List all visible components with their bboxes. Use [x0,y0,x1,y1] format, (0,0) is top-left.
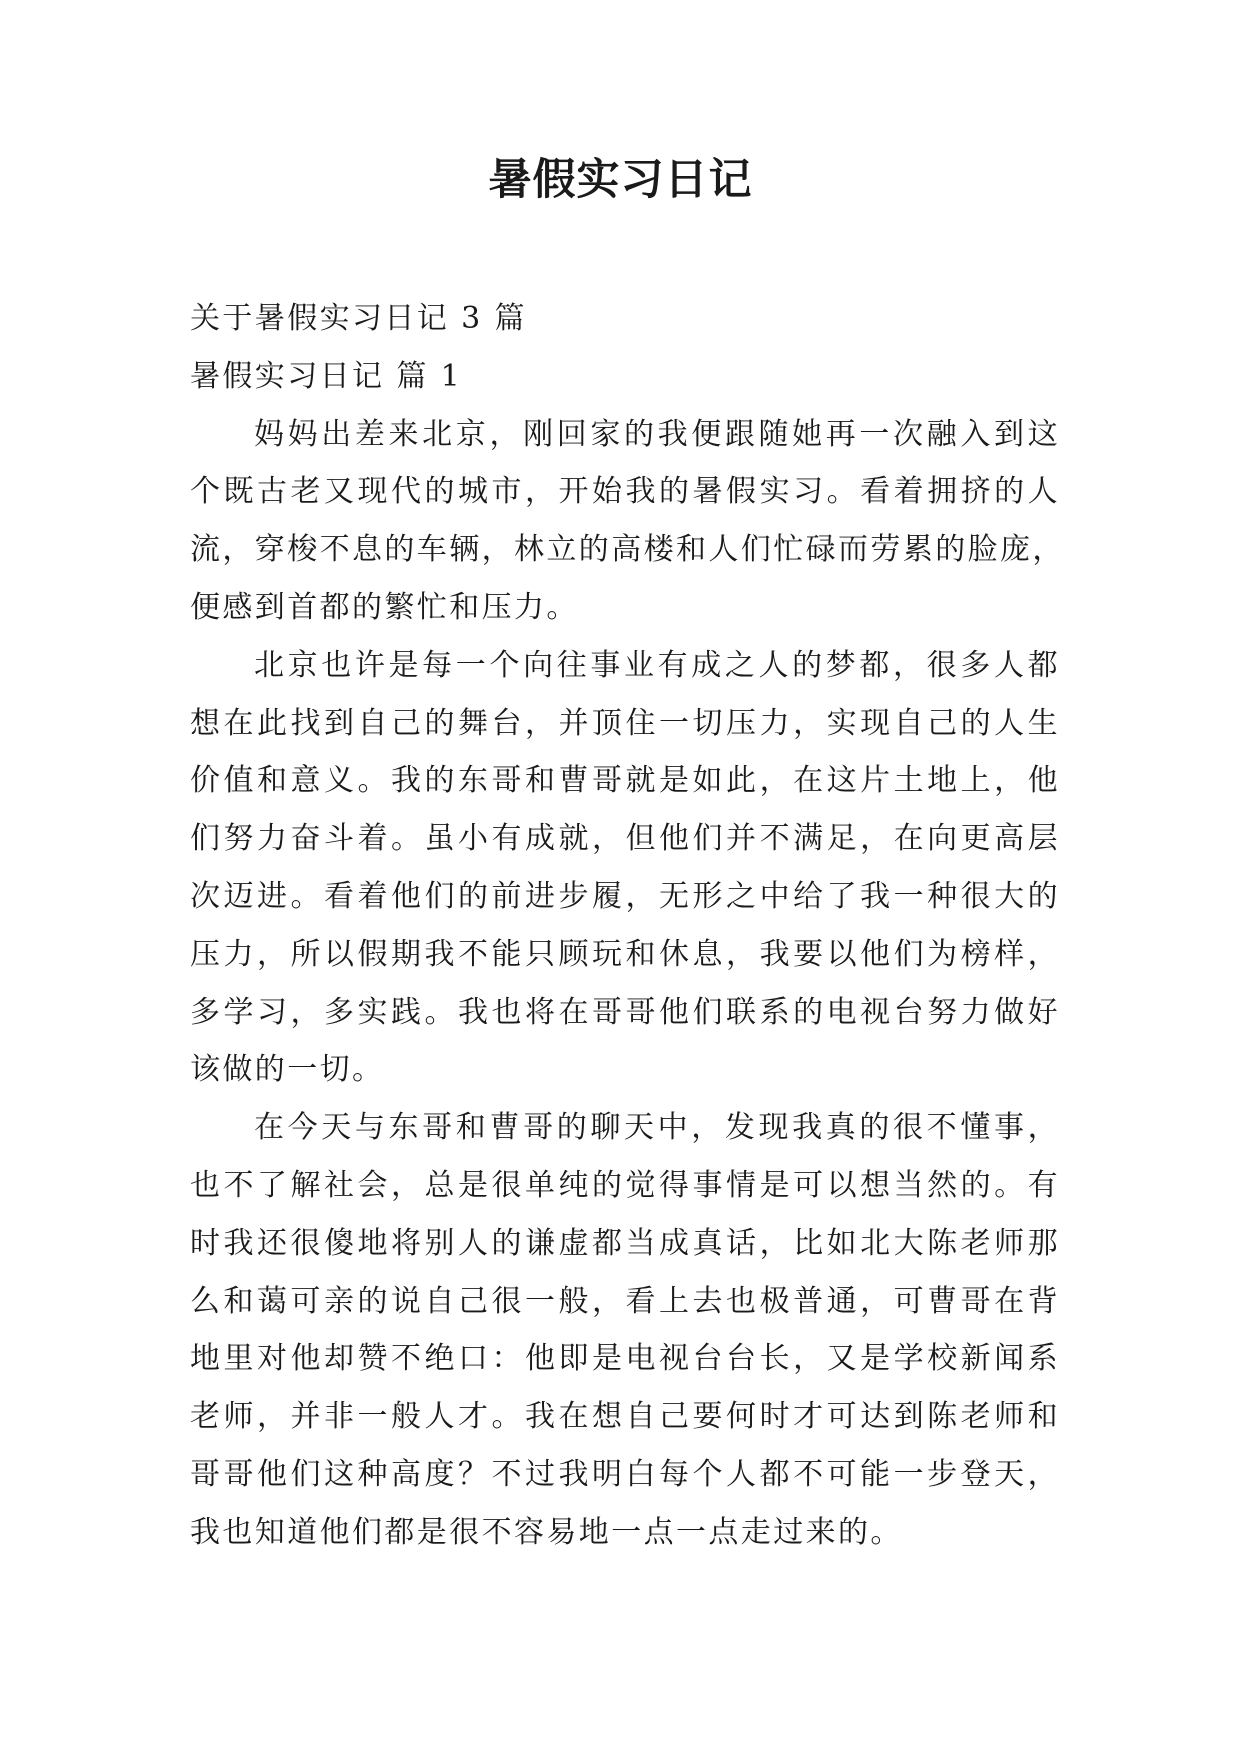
paragraph-line: 想在此找到自己的舞台，并顶住一切压力，实现自己的人生 [190,705,1060,741]
paragraph-line: 我也知道他们都是很不容易地一点一点走过来的。 [190,1514,903,1550]
paragraph-line: 流，穿梭不息的车辆，林立的高楼和人们忙碌而劳累的脸庞， [190,532,1065,568]
paragraph-line: 也不了解社会，总是很单纯的觉得事情是可以想当然的。有 [190,1167,1060,1203]
paragraph-line: 哥哥他们这种高度？不过我明白每个人都不可能一步登天， [190,1456,1060,1492]
paragraph-line: 么和蔼可亲的说自己很一般，看上去也极普通，可曹哥在背 [190,1283,1060,1319]
paragraph-line: 在今天与东哥和曹哥的聊天中，发现我真的很不懂事， [254,1110,1060,1146]
paragraph-line: 老师，并非一般人才。我在想自己要何时才可达到陈老师和 [190,1399,1060,1435]
paragraph-line: 妈妈出差来北京，刚回家的我便跟随她再一次融入到这 [254,416,1060,452]
paragraph-line: 北京也许是每一个向往事业有成之人的梦都，很多人都 [254,647,1060,683]
intro-line: 关于暑假实习日记 3 篇 [190,301,527,336]
paragraph-1 [190,406,1065,637]
paragraph-line: 地里对他却赞不绝口：他即是电视台台长，又是学校新闻系 [190,1341,1060,1377]
section-heading: 暑假实习日记 篇 1 [190,358,463,394]
paragraph-line: 个既古老又现代的城市，开始我的暑假实习。看着拥挤的人 [190,474,1060,510]
paragraph-line: 便感到首都的繁忙和压力。 [190,589,579,625]
paragraph-line: 多学习，多实践。我也将在哥哥他们联系的电视台努力做好 [190,994,1060,1030]
paragraph-line: 次迈进。看着他们的前进步履，无形之中给了我一种很大的 [190,878,1060,914]
paragraph-line: 时我还很傻地将别人的谦虚都当成真话，比如北大陈老师那 [190,1225,1060,1261]
paragraph-line: 该做的一切。 [190,1052,385,1088]
document-title: 暑假实习日记 [488,155,753,205]
paragraph-line: 价值和意义。我的东哥和曹哥就是如此，在这片土地上，他 [190,763,1060,799]
paragraph-line: 们努力奋斗着。虽小有成就，但他们并不满足，在向更高层 [190,821,1060,857]
paragraph-line: 压力，所以假期我不能只顾玩和休息，我要以他们为榜样， [190,936,1060,972]
paragraph-3 [190,1099,1060,1561]
document-body [190,290,1065,1562]
paragraph-2 [190,637,1060,1099]
